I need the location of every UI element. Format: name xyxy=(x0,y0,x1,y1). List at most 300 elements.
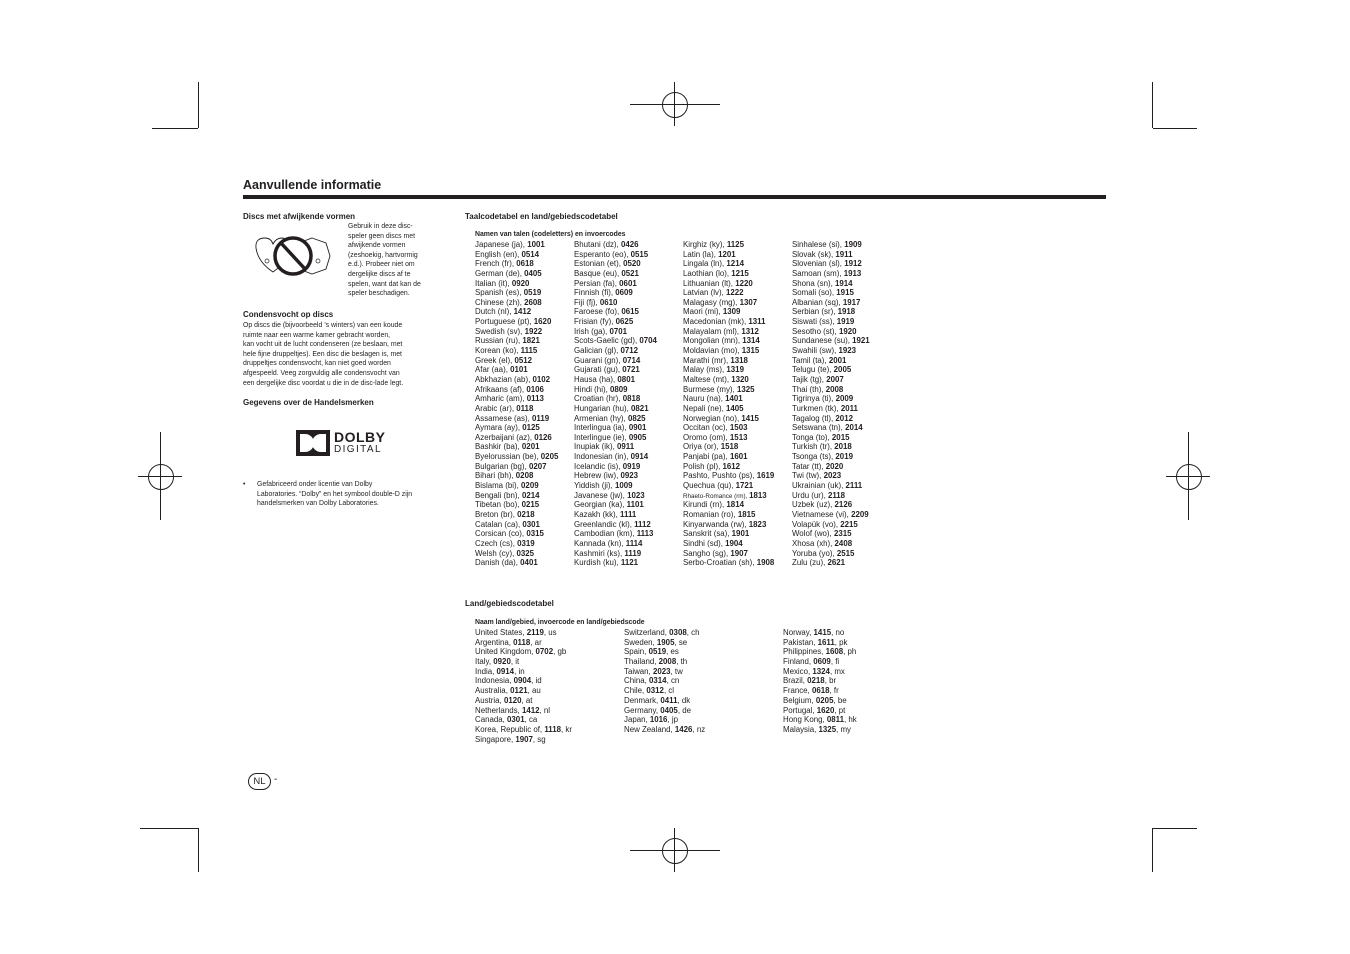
language-code: 0615 xyxy=(621,307,639,317)
language-code: 1619 xyxy=(756,471,775,481)
country-input-code: 1016 xyxy=(649,715,668,725)
language-name: Croatian (hr), xyxy=(574,394,623,404)
language-entry xyxy=(792,423,870,433)
language-code: 0610 xyxy=(599,297,618,307)
country-name: Taiwan, xyxy=(624,666,653,676)
language-code: 0218 xyxy=(517,509,535,519)
language-name: Slovak (sk), xyxy=(792,249,836,259)
language-code: 0426 xyxy=(620,240,639,249)
language-name: Esperanto (eo), xyxy=(574,249,631,259)
country-input-code: 0702 xyxy=(535,647,554,657)
country-letter-code: , se xyxy=(674,637,688,647)
country-name: Italy, xyxy=(475,657,494,667)
country-input-code: 2023 xyxy=(652,666,671,676)
language-entry xyxy=(475,471,558,481)
country-name: Philippines, xyxy=(783,647,826,657)
language-name: Marathi (mr), xyxy=(683,355,731,365)
language-code: 2215 xyxy=(840,519,858,529)
condensation-text: Op discs die (bijvoorbeeld ’s winters) van een koude ruimte naar een warme kamer gebracht worden, kan vocht uit de lucht condenseren (ze beslaan, met hele fijne druppeltjes). Een disc die beslagen is, met druppeltjes condensvocht, kan niet goed worden afgespeeld. Veeg zorgvuldig alle condensvocht van een dergelijke disc voordat u die in de disc-lade legt. xyxy=(243,322,404,387)
country-input-code: 0205 xyxy=(815,695,834,705)
language-entry xyxy=(574,317,657,327)
language-entry xyxy=(574,500,657,510)
country-entry xyxy=(475,647,572,657)
language-entry xyxy=(683,520,774,530)
language-entry xyxy=(574,298,657,308)
language-entry xyxy=(792,462,870,472)
language-code: 2012 xyxy=(835,413,853,423)
language-name: Kinyarwanda (rw), xyxy=(683,519,749,529)
language-name: Frisian (fy), xyxy=(574,317,616,327)
language-entry xyxy=(683,452,774,462)
language-name: Sanskrit (sa), xyxy=(683,529,732,539)
language-entry xyxy=(792,307,870,317)
language-name: Tsonga (ts), xyxy=(792,452,836,462)
language-name: Malayalam (ml), xyxy=(683,326,742,336)
language-name: Russian (ru), xyxy=(475,336,523,346)
language-code: 1907 xyxy=(730,548,748,558)
country-entry xyxy=(783,667,857,677)
country-letter-code: , th xyxy=(676,657,688,667)
language-entry xyxy=(475,336,558,346)
language-entry xyxy=(574,385,657,395)
language-entry xyxy=(475,307,558,317)
language-entry xyxy=(574,539,657,549)
language-code: 0920 xyxy=(511,278,530,288)
language-code: 2408 xyxy=(834,538,853,548)
language-name: Serbo-Croatian (sh), xyxy=(683,558,757,568)
language-name: Kazakh (kk), xyxy=(574,509,621,519)
language-name: Bengali (bn), xyxy=(475,490,522,500)
language-entry xyxy=(574,259,657,269)
country-letter-code: , ar xyxy=(530,637,542,647)
country-name: Belgium, xyxy=(783,695,816,705)
country-input-code: 0308 xyxy=(669,628,687,637)
language-name: English (en), xyxy=(475,249,522,259)
language-name: Greenlandic (kl), xyxy=(574,519,635,529)
country-name: Singapore, xyxy=(475,734,516,744)
language-entry xyxy=(683,433,774,443)
language-entry xyxy=(574,288,657,298)
country-entry xyxy=(475,657,572,667)
language-code: 0519 xyxy=(523,288,542,298)
country-name: Pakistan, xyxy=(783,637,818,647)
language-code: 0401 xyxy=(520,558,538,568)
language-name: Romanian (ro), xyxy=(683,509,738,519)
language-entry xyxy=(574,250,657,260)
language-code: 0405 xyxy=(524,268,542,278)
shapes-heading: Discs met afwijkende vormen xyxy=(243,212,356,221)
language-name: Persian (fa), xyxy=(574,278,620,288)
language-entry xyxy=(574,414,657,424)
language-code: 1314 xyxy=(742,336,760,346)
language-name: Oriya (or), xyxy=(683,442,721,452)
country-name: Spain, xyxy=(624,647,649,657)
irregular-disc-icon xyxy=(252,234,336,283)
country-letter-code: , it xyxy=(510,657,520,667)
country-input-code: 1608 xyxy=(825,647,844,657)
language-code: 0914 xyxy=(630,452,649,462)
language-entry xyxy=(683,298,774,308)
language-code: 1920 xyxy=(838,326,857,336)
language-entry xyxy=(792,279,870,289)
language-code: 0721 xyxy=(622,365,640,375)
language-name: Bhutani (dz), xyxy=(574,240,621,249)
language-name: Tigrinya (ti), xyxy=(792,394,836,404)
language-name: Scots-Gaelic (gd), xyxy=(574,336,640,346)
language-code: 1115 xyxy=(520,346,538,356)
language-name: Malagasy (mg), xyxy=(683,297,740,307)
language-code: 1904 xyxy=(725,538,743,548)
country-letter-code: , be xyxy=(833,695,847,705)
language-name: Azerbaijani (az), xyxy=(475,432,535,442)
language-name: French (fr), xyxy=(475,259,517,269)
country-entry xyxy=(624,676,705,686)
language-code: 2608 xyxy=(524,297,542,307)
language-name: Spanish (es), xyxy=(475,288,524,298)
language-code: 1214 xyxy=(726,259,744,269)
language-code: 0601 xyxy=(619,278,637,288)
language-entry xyxy=(792,558,870,568)
country-letter-code: , no xyxy=(831,628,845,637)
language-code: 0119 xyxy=(532,413,550,423)
language-code: 1913 xyxy=(843,268,862,278)
language-code: 2011 xyxy=(840,403,858,413)
country-name: Korea, Republic of, xyxy=(475,724,545,734)
language-code: 0905 xyxy=(628,432,647,442)
country-name: France, xyxy=(783,686,812,696)
language-code: 2009 xyxy=(835,394,854,404)
language-code: 1412 xyxy=(513,307,532,317)
country-input-code: 1907 xyxy=(515,734,533,744)
country-entry xyxy=(624,725,705,735)
language-entry xyxy=(683,500,774,510)
country-entry xyxy=(624,696,705,706)
language-name: Tatar (tt), xyxy=(792,461,826,471)
language-entry xyxy=(475,288,558,298)
country-name: Indonesia, xyxy=(475,676,514,686)
language-name: Xhosa (xh), xyxy=(792,538,835,548)
language-name: Panjabi (pa), xyxy=(683,452,730,462)
country-entry xyxy=(475,638,572,648)
language-name: Quechua (qu), xyxy=(683,481,736,491)
language-name: Cambodian (km), xyxy=(574,529,637,539)
country-letter-code: , my xyxy=(836,724,851,734)
language-entry xyxy=(683,346,774,356)
country-entry xyxy=(475,725,572,735)
language-entry xyxy=(683,365,774,375)
language-code: 1922 xyxy=(524,326,543,336)
country-letter-code: , ch xyxy=(686,628,700,637)
language-name: Siswati (ss), xyxy=(792,317,837,327)
language-code: 1315 xyxy=(741,346,760,356)
country-name: Germany, xyxy=(624,705,661,715)
language-entry xyxy=(683,442,774,452)
language-name: Kannada (kn), xyxy=(574,538,626,548)
language-entry xyxy=(683,491,774,501)
language-entry xyxy=(475,346,558,356)
country-input-code: 0519 xyxy=(648,647,667,657)
language-name: Rhaeto-Romance (rm), xyxy=(683,492,750,500)
language-code: 1919 xyxy=(836,317,855,327)
language-entry xyxy=(475,269,558,279)
country-input-code: 0920 xyxy=(493,657,511,667)
language-code: 1721 xyxy=(735,481,754,491)
language-name: Latvian (lv), xyxy=(683,288,726,298)
country-name: Denmark, xyxy=(624,695,661,705)
language-entry xyxy=(683,279,774,289)
language-code: 0208 xyxy=(515,471,534,481)
language-entry xyxy=(792,500,870,510)
language-entry xyxy=(792,471,870,481)
language-code: 0919 xyxy=(622,461,641,471)
country-letter-code: , ph xyxy=(843,647,857,657)
language-code: 2020 xyxy=(825,461,844,471)
country-letter-code: , fr xyxy=(829,686,839,696)
language-name: Georgian (ka), xyxy=(574,500,627,510)
language-code: 2019 xyxy=(835,452,853,462)
country-name: Malaysia, xyxy=(783,724,819,734)
language-code: 1915 xyxy=(836,288,854,298)
country-entry xyxy=(783,686,857,696)
language-entry xyxy=(574,481,657,491)
country-input-code: 1412 xyxy=(521,705,540,715)
language-entry xyxy=(475,327,558,337)
country-name: United States, xyxy=(475,628,527,637)
language-name: Bislama (bi), xyxy=(475,481,522,491)
language-code: 0209 xyxy=(521,481,539,491)
language-name: Armenian (hy), xyxy=(574,413,628,423)
country-input-code: 0314 xyxy=(649,676,667,686)
country-name: United Kingdom, xyxy=(475,647,536,657)
country-input-code: 1620 xyxy=(816,705,835,715)
language-name: Twi (tw), xyxy=(792,471,824,481)
language-code: 1415 xyxy=(741,413,759,423)
language-entry xyxy=(475,539,558,549)
country-letter-code: , de xyxy=(677,705,691,715)
language-name: Faroese (fo), xyxy=(574,307,622,317)
language-entry xyxy=(574,404,657,414)
language-name: German (de), xyxy=(475,268,525,278)
language-code: 2008 xyxy=(825,384,844,394)
language-name: Setswana (tn), xyxy=(792,423,846,433)
language-code: 0102 xyxy=(532,374,551,384)
language-code: 2111 xyxy=(845,481,863,491)
language-name: Gujarati (gu), xyxy=(574,365,623,375)
language-entry xyxy=(475,549,558,559)
country-name: Canada, xyxy=(475,715,508,725)
language-name: Thai (th), xyxy=(792,384,826,394)
language-entry xyxy=(475,433,558,443)
language-entry xyxy=(683,539,774,549)
language-entry xyxy=(683,549,774,559)
language-entry xyxy=(792,327,870,337)
language-name: Corsican (co), xyxy=(475,529,527,539)
language-name: Norwegian (no), xyxy=(683,413,742,423)
country-column-3 xyxy=(783,628,857,735)
language-code: 1914 xyxy=(834,278,853,288)
country-input-code: 0218 xyxy=(807,676,825,686)
language-entry xyxy=(683,327,774,337)
country-entry xyxy=(783,628,857,638)
country-input-code: 1118 xyxy=(544,724,561,734)
language-name: Uzbek (uz), xyxy=(792,500,835,510)
language-entry xyxy=(574,549,657,559)
language-name: Pashto, Pushto (ps), xyxy=(683,471,757,481)
country-entry xyxy=(475,628,572,638)
language-entry xyxy=(792,529,870,539)
language-entry xyxy=(574,520,657,530)
language-name: Guarani (gn), xyxy=(574,355,623,365)
country-input-code: 2008 xyxy=(658,657,677,667)
language-entry xyxy=(574,307,657,317)
language-name: Lithuanian (lt), xyxy=(683,278,736,288)
language-code: 1612 xyxy=(722,461,741,471)
country-column-1 xyxy=(475,628,572,744)
language-name: Somali (so), xyxy=(792,288,837,298)
title-rule xyxy=(243,195,1106,199)
language-code: 1815 xyxy=(737,509,756,519)
country-name: Mexico, xyxy=(783,666,813,676)
language-code: 0214 xyxy=(521,490,540,500)
language-code: 2018 xyxy=(834,442,852,452)
language-entry xyxy=(475,520,558,530)
language-entry xyxy=(683,307,774,317)
country-letter-code: , dk xyxy=(677,695,691,705)
language-name: Sesotho (st), xyxy=(792,326,839,336)
country-name: Brazil, xyxy=(783,676,808,686)
language-code: 1309 xyxy=(722,307,741,317)
language-code: 1911 xyxy=(835,249,853,259)
language-entry xyxy=(792,240,870,250)
language-name: Javanese (jw), xyxy=(574,490,628,500)
language-code: 1923 xyxy=(838,346,857,356)
language-entry xyxy=(683,558,774,568)
country-entry xyxy=(783,657,857,667)
language-name: Ukrainian (uk), xyxy=(792,481,846,491)
language-name: Kurdish (ku), xyxy=(574,558,621,568)
country-input-code: 0411 xyxy=(660,695,678,705)
language-name: Swahili (sw), xyxy=(792,346,839,356)
language-code: 1320 xyxy=(731,374,749,384)
language-name: Italian (it), xyxy=(475,278,512,288)
language-code: 0101 xyxy=(510,365,528,375)
country-name: Argentina, xyxy=(475,637,514,647)
language-entry xyxy=(475,356,558,366)
language-entry xyxy=(574,433,657,443)
language-entry xyxy=(683,423,774,433)
language-entry xyxy=(683,250,774,260)
language-code: 0901 xyxy=(628,423,647,433)
country-input-code: 0120 xyxy=(503,695,522,705)
language-entry xyxy=(574,529,657,539)
language-code: 0118 xyxy=(516,403,534,413)
language-entry xyxy=(792,549,870,559)
language-entry xyxy=(792,394,870,404)
language-entry xyxy=(574,452,657,462)
language-entry xyxy=(683,375,774,385)
language-entry xyxy=(475,240,558,250)
country-entry xyxy=(624,628,705,638)
language-name: Urdu (ur), xyxy=(792,490,828,500)
language-code: 2515 xyxy=(836,548,855,558)
country-letter-code: , tw xyxy=(670,666,683,676)
language-code: 1319 xyxy=(726,365,744,375)
language-code: 1311 xyxy=(748,317,766,327)
country-input-code: 2119 xyxy=(526,628,544,637)
country-name: Netherlands, xyxy=(475,705,522,715)
language-code: 2209 xyxy=(851,509,869,519)
language-code: 1405 xyxy=(725,403,744,413)
language-code: 1513 xyxy=(729,432,748,442)
language-code: 1220 xyxy=(735,278,753,288)
language-name: Mongolian (mn), xyxy=(683,336,743,346)
language-entry xyxy=(792,375,870,385)
language-code: 2621 xyxy=(827,558,846,568)
language-code: 0821 xyxy=(631,403,649,413)
language-code: 1312 xyxy=(741,326,759,336)
language-code: 0315 xyxy=(526,529,544,539)
language-name: Malay (ms), xyxy=(683,365,727,375)
language-name: Czech (cs), xyxy=(475,538,518,548)
language-code: 0809 xyxy=(609,384,628,394)
language-name: Nauru (na), xyxy=(683,394,726,404)
language-code: 0714 xyxy=(622,355,641,365)
trademark-bullet: • xyxy=(243,481,246,488)
language-name: Chinese (zh), xyxy=(475,297,525,307)
country-entry xyxy=(475,715,572,725)
language-code: 0801 xyxy=(617,374,635,384)
country-input-code: 1905 xyxy=(656,637,675,647)
language-code: 0609 xyxy=(615,288,633,298)
language-entry xyxy=(475,414,558,424)
country-name: Finland, xyxy=(783,657,814,667)
language-entry xyxy=(792,356,870,366)
language-entry xyxy=(574,327,657,337)
language-name: Basque (eu), xyxy=(574,268,622,278)
language-name: Aymara (ay), xyxy=(475,423,523,433)
language-name: Bashkir (ba), xyxy=(475,442,522,452)
language-entry xyxy=(574,394,657,404)
language-entry xyxy=(792,365,870,375)
language-entry xyxy=(475,259,558,269)
language-entry xyxy=(475,491,558,501)
language-code: 0125 xyxy=(522,423,540,433)
country-name: Chile, xyxy=(624,686,647,696)
language-entry xyxy=(475,394,558,404)
language-code: 1921 xyxy=(852,336,870,346)
language-code: 2015 xyxy=(831,432,850,442)
language-code: 0514 xyxy=(521,249,540,259)
language-code: 1620 xyxy=(533,317,552,327)
country-entry xyxy=(783,647,857,657)
language-name: Sindhi (sd), xyxy=(683,538,726,548)
language-name: Catalan (ca), xyxy=(475,519,523,529)
language-entry xyxy=(574,269,657,279)
country-name: Thailand, xyxy=(624,657,659,667)
language-name: Danish (da), xyxy=(475,558,521,568)
country-entry xyxy=(624,715,705,725)
country-letter-code: , cn xyxy=(666,676,680,686)
language-code: 0126 xyxy=(534,432,552,442)
language-name: Yiddish (ji), xyxy=(574,481,615,491)
language-code: 1908 xyxy=(756,558,775,568)
language-entry xyxy=(475,500,558,510)
country-input-code: 0405 xyxy=(660,705,678,715)
language-code: 1113 xyxy=(636,529,654,539)
language-entry xyxy=(683,471,774,481)
language-code: 1307 xyxy=(739,297,758,307)
country-input-code: 0914 xyxy=(496,666,515,676)
